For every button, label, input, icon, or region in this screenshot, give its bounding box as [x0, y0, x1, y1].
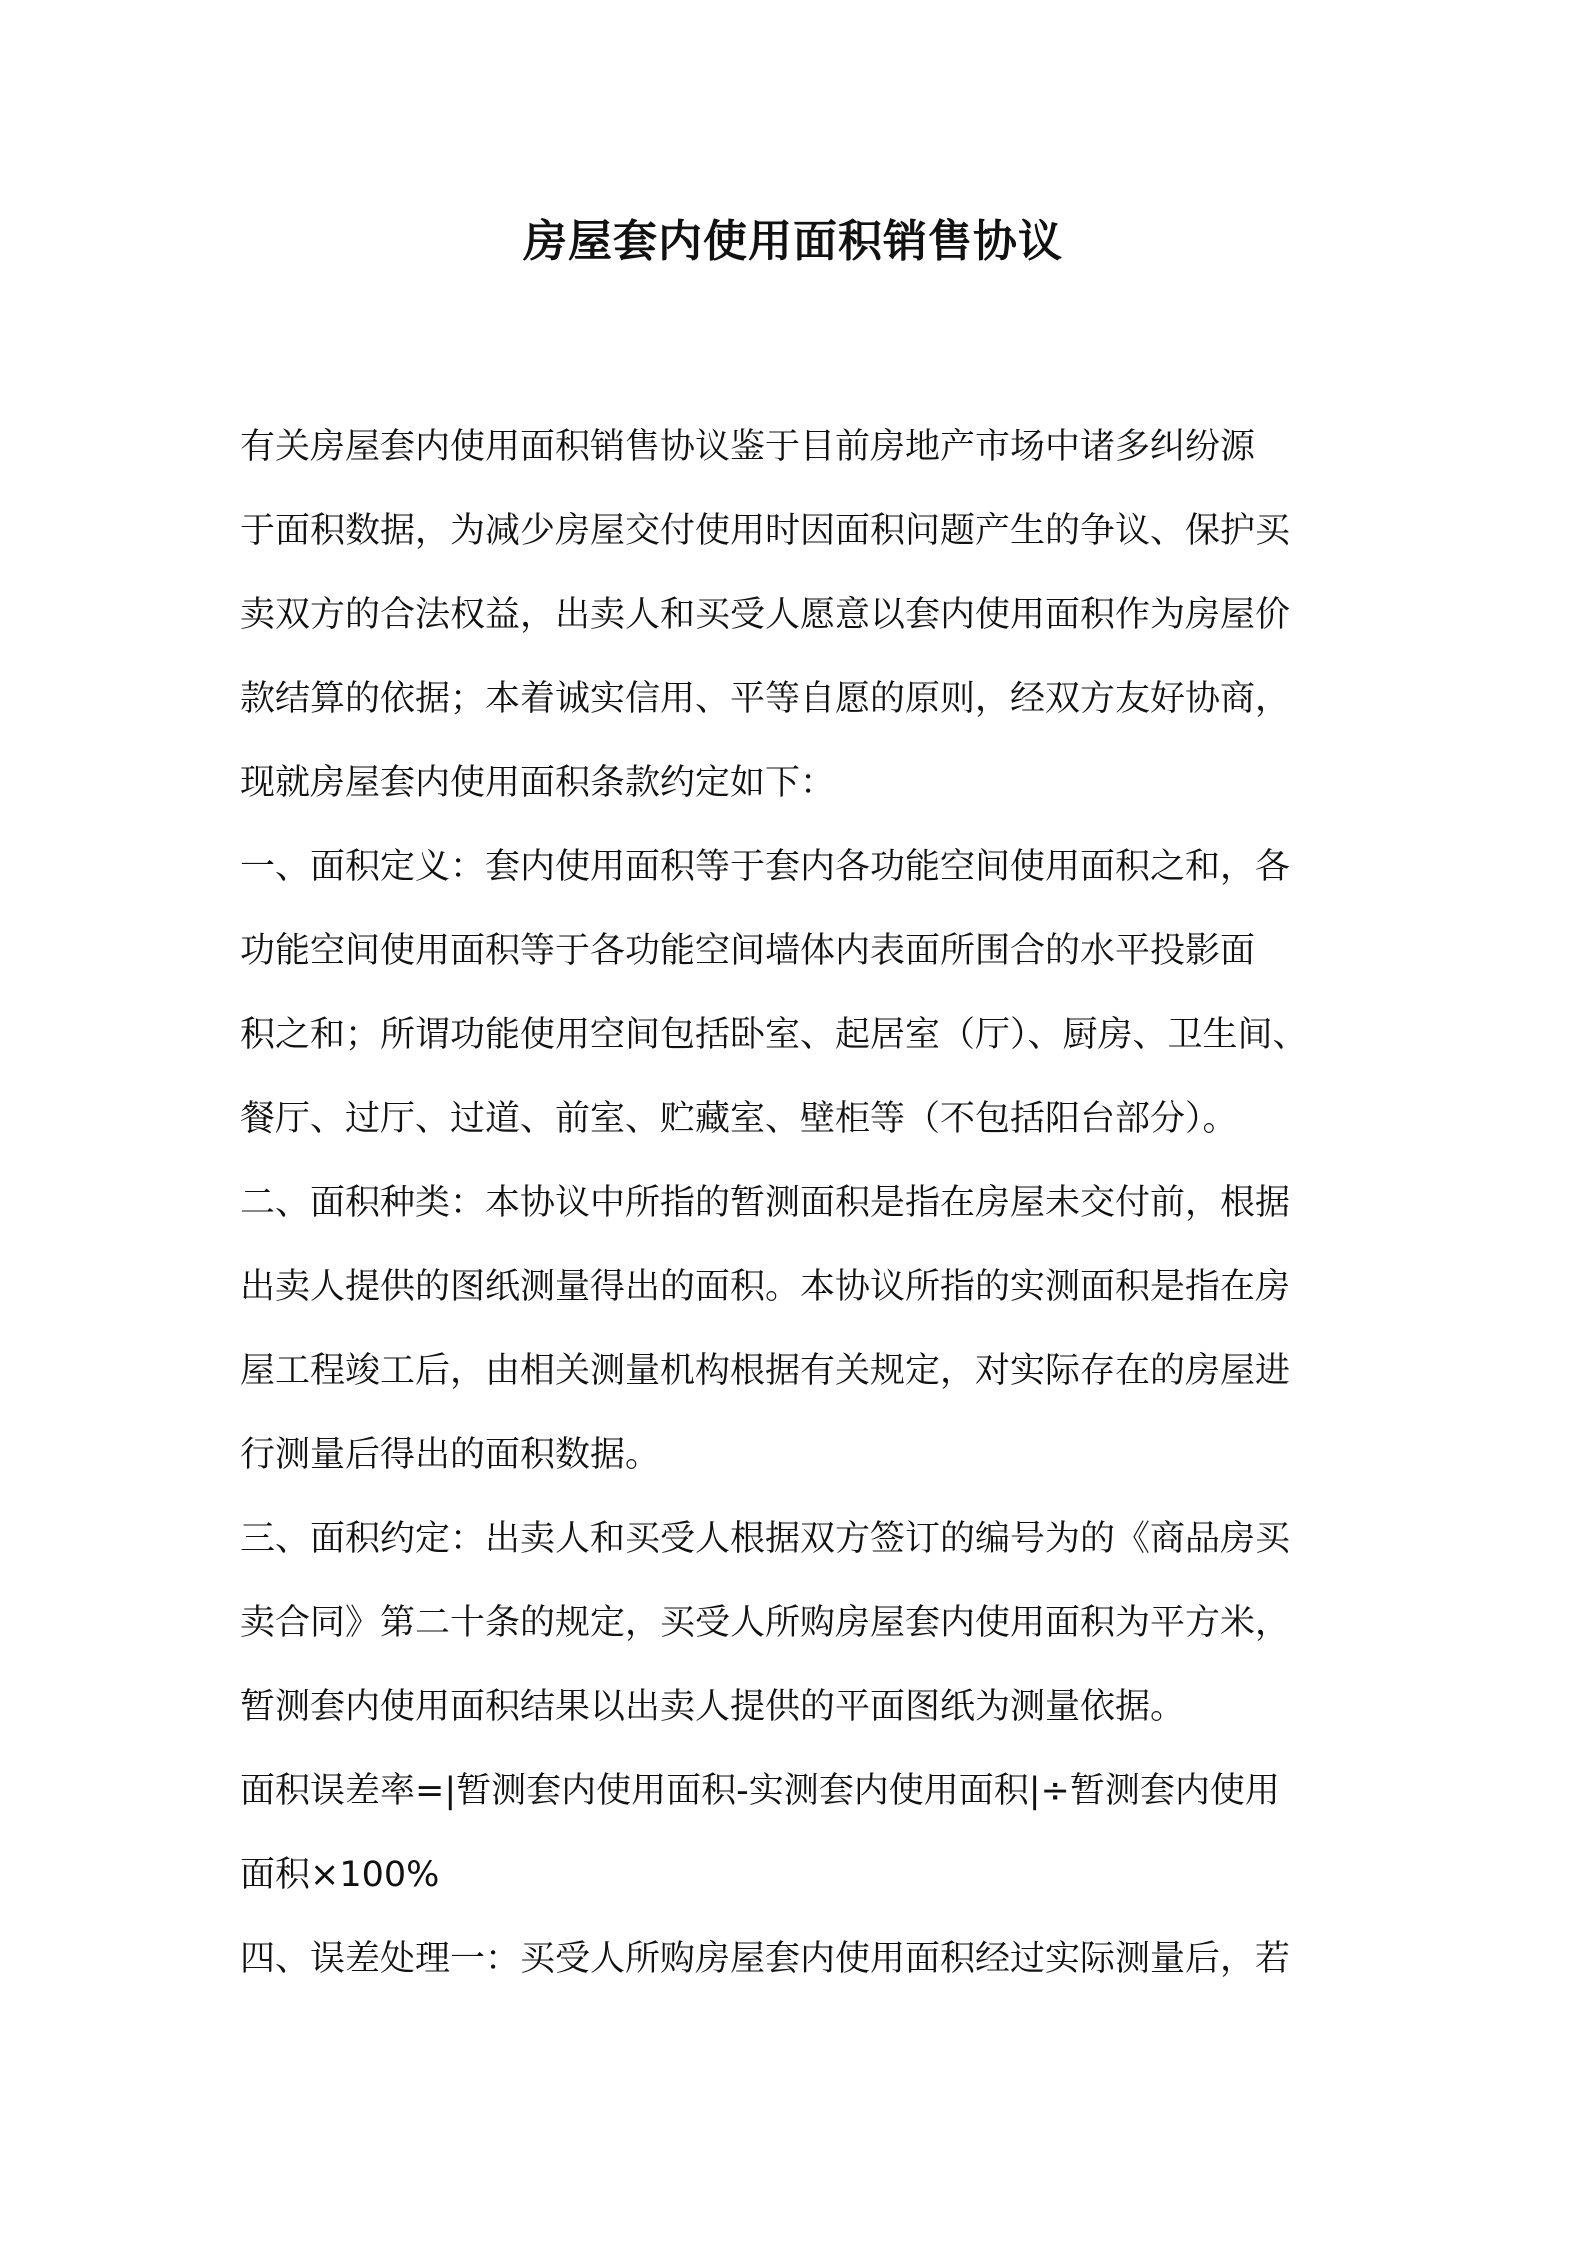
paragraph-line: 出卖人提供的图纸测量得出的面积。本协议所指的实测面积是指在房	[240, 1267, 1291, 1307]
paragraph-line: 三、面积约定：出卖人和买受人根据双方签订的编号为的《商品房买	[240, 1519, 1291, 1559]
paragraph-line: 行测量后得出的面积数据。	[240, 1435, 661, 1475]
paragraph-line: 面积×100%	[240, 1855, 440, 1895]
paragraph-line: 功能空间使用面积等于各功能空间墙体内表面所围合的水平投影面	[240, 931, 1256, 971]
paragraph-line: 四、误差处理一：买受人所购房屋套内使用面积经过实际测量后，若	[240, 1939, 1291, 1979]
paragraph-line: 积之和；所谓功能使用空间包括卧室、起居室（厅）、厨房、卫生间、	[240, 1015, 1308, 1055]
paragraph-line: 二、面积种类：本协议中所指的暂测面积是指在房屋未交付前，根据	[240, 1183, 1291, 1223]
document-title: 房屋套内使用面积销售协议	[523, 216, 1063, 267]
paragraph-line: 现就房屋套内使用面积条款约定如下：	[240, 763, 836, 803]
paragraph-line: 款结算的依据；本着诚实信用、平等自愿的原则，经双方友好协商，	[240, 679, 1291, 719]
paragraph-line: 一、面积定义：套内使用面积等于套内各功能空间使用面积之和，各	[240, 847, 1291, 887]
paragraph-line: 有关房屋套内使用面积销售协议鉴于目前房地产市场中诸多纠纷源	[240, 427, 1256, 467]
paragraph-line: 于面积数据，为减少房屋交付使用时因面积问题产生的争议、保护买	[240, 511, 1291, 551]
paragraph-line: 暂测套内使用面积结果以出卖人提供的平面图纸为测量依据。	[240, 1687, 1186, 1727]
paragraph-line: 屋工程竣工后，由相关测量机构根据有关规定，对实际存在的房屋进	[240, 1351, 1291, 1391]
paragraph-line: 餐厅、过厅、过道、前室、贮藏室、壁柜等（不包括阳台部分）。	[240, 1099, 1238, 1139]
paragraph-line: 卖双方的合法权益，出卖人和买受人愿意以套内使用面积作为房屋价	[240, 595, 1291, 635]
paragraph-line: 面积误差率=|暂测套内使用面积-实测套内使用面积|÷暂测套内使用	[240, 1771, 1280, 1811]
document-body	[240, 405, 1360, 2001]
paragraph-line: 卖合同》第二十条的规定，买受人所购房屋套内使用面积为平方米，	[240, 1603, 1291, 1643]
